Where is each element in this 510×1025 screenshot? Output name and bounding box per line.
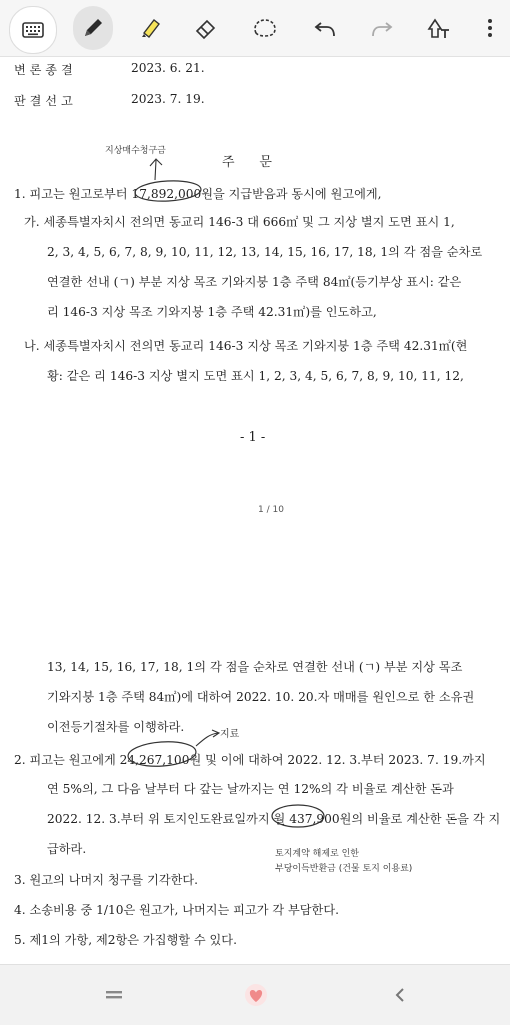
text-line: 급하라. <box>47 842 87 856</box>
undo-button[interactable] <box>305 6 345 50</box>
text-line: 2. 피고는 원고에게 24,267,100원 및 이에 대하여 2022. 12. 3.부터 2023. 7. 19.까지 <box>14 753 486 767</box>
text-line: 황: 같은 리 146-3 지상 별지 도면 표시 1, 2, 3, 4, 5, 6, 7, 8, 9, 10, 11, 12, <box>47 369 464 383</box>
lasso-tool-button[interactable] <box>245 6 285 50</box>
text-line: 13, 14, 15, 16, 17, 18, 1의 각 점을 순차로 연결한 선내 (ㄱ) 부분 지상 목조 <box>47 660 463 674</box>
text-line: 2, 3, 4, 5, 6, 7, 8, 9, 10, 11, 12, 13, 14, 15, 16, 17, 18, 1의 각 점을 순차로 <box>47 245 483 259</box>
text-line: 가. 세종특별자치시 전의면 동교리 146-3 대 666㎡ 및 그 지상 별지 도면 표시 1, <box>24 215 455 229</box>
meta-label: 변 론 종 결 <box>14 63 73 77</box>
text-line: 3. 원고의 나머지 청구를 기각한다. <box>14 873 199 887</box>
text-line: 5. 제1의 가항, 제2항은 가집행할 수 있다. <box>14 933 237 947</box>
text-line: 이전등기절차를 이행하라. <box>47 720 185 734</box>
meta-label: 판 결 선 고 <box>14 94 73 108</box>
redo-icon <box>369 15 395 41</box>
page-counter: 1 / 10 <box>258 505 284 515</box>
section-title: 주 문 <box>222 155 272 170</box>
lasso-icon <box>251 15 279 41</box>
top-toolbar <box>0 0 510 57</box>
text-line: 2022. 12. 3.부터 위 토지인도완료일까지 월 437,900원의 비율로 계산한 돈을 각 지 <box>47 812 501 826</box>
meta-value: 2023. 6. 21. <box>131 61 205 75</box>
text-line: 나. 세종특별자치시 전의면 동교리 146-3 지상 목조 기와지붕 1층 주택 42.31㎡(현 <box>24 339 468 353</box>
highlighter-tool-button[interactable] <box>130 6 170 50</box>
back-button[interactable] <box>384 981 416 1009</box>
text-tool-button[interactable] <box>419 6 459 50</box>
eraser-icon <box>193 15 219 41</box>
meta-value: 2023. 7. 19. <box>131 92 205 106</box>
handwritten-note: 지상매수청구금 <box>105 146 166 156</box>
text-line: 기와지붕 1층 주택 84㎡)에 대하여 2022. 10. 20.자 매매를 원인으로 한 소유권 <box>47 690 475 704</box>
text-line: 리 146-3 지상 목조 기와지붕 1층 주택 42.31㎡)를 인도하고, <box>47 305 377 319</box>
more-icon <box>485 16 495 40</box>
handwritten-note: 부당이득반환금 (건물 토지 이용료) <box>275 864 413 874</box>
handwritten-note: 토지계약 해제로 인한 <box>275 849 359 859</box>
keyboard-button[interactable] <box>9 6 57 54</box>
pen-tool-button[interactable] <box>73 6 113 50</box>
favorite-button[interactable] <box>240 981 272 1009</box>
keyboard-icon <box>22 22 44 38</box>
text-line: 연 5%의, 그 다음 날부터 다 갚는 날까지는 연 12%의 각 비율로 계산한 돈과 <box>47 782 454 796</box>
menu-button[interactable] <box>98 981 130 1009</box>
text-line: 4. 소송비용 중 1/10은 원고가, 나머지는 피고가 각 부담한다. <box>14 903 339 917</box>
undo-icon <box>312 15 338 41</box>
redo-button[interactable] <box>362 6 402 50</box>
heart-icon <box>244 984 268 1006</box>
arrow-mark <box>196 730 219 746</box>
back-icon <box>393 987 407 1003</box>
more-button[interactable] <box>470 6 510 50</box>
menu-icon <box>105 988 123 1002</box>
page-footer: - 1 - <box>240 430 266 445</box>
handwritten-note: 지료 <box>220 729 240 740</box>
text-line: 1. 피고는 원고로부터 17,892,000원을 지급받음과 동시에 원고에게, <box>14 187 382 201</box>
text-icon <box>425 15 453 41</box>
highlighter-icon <box>137 15 163 41</box>
pen-icon <box>80 15 106 41</box>
arrow-mark <box>150 159 162 180</box>
bottom-bar <box>0 964 510 1025</box>
eraser-tool-button[interactable] <box>186 6 226 50</box>
text-line: 연결한 선내 (ㄱ) 부분 지상 목조 기와지붕 1층 주택 84㎡(등기부상 표시: 같은 <box>47 275 462 289</box>
